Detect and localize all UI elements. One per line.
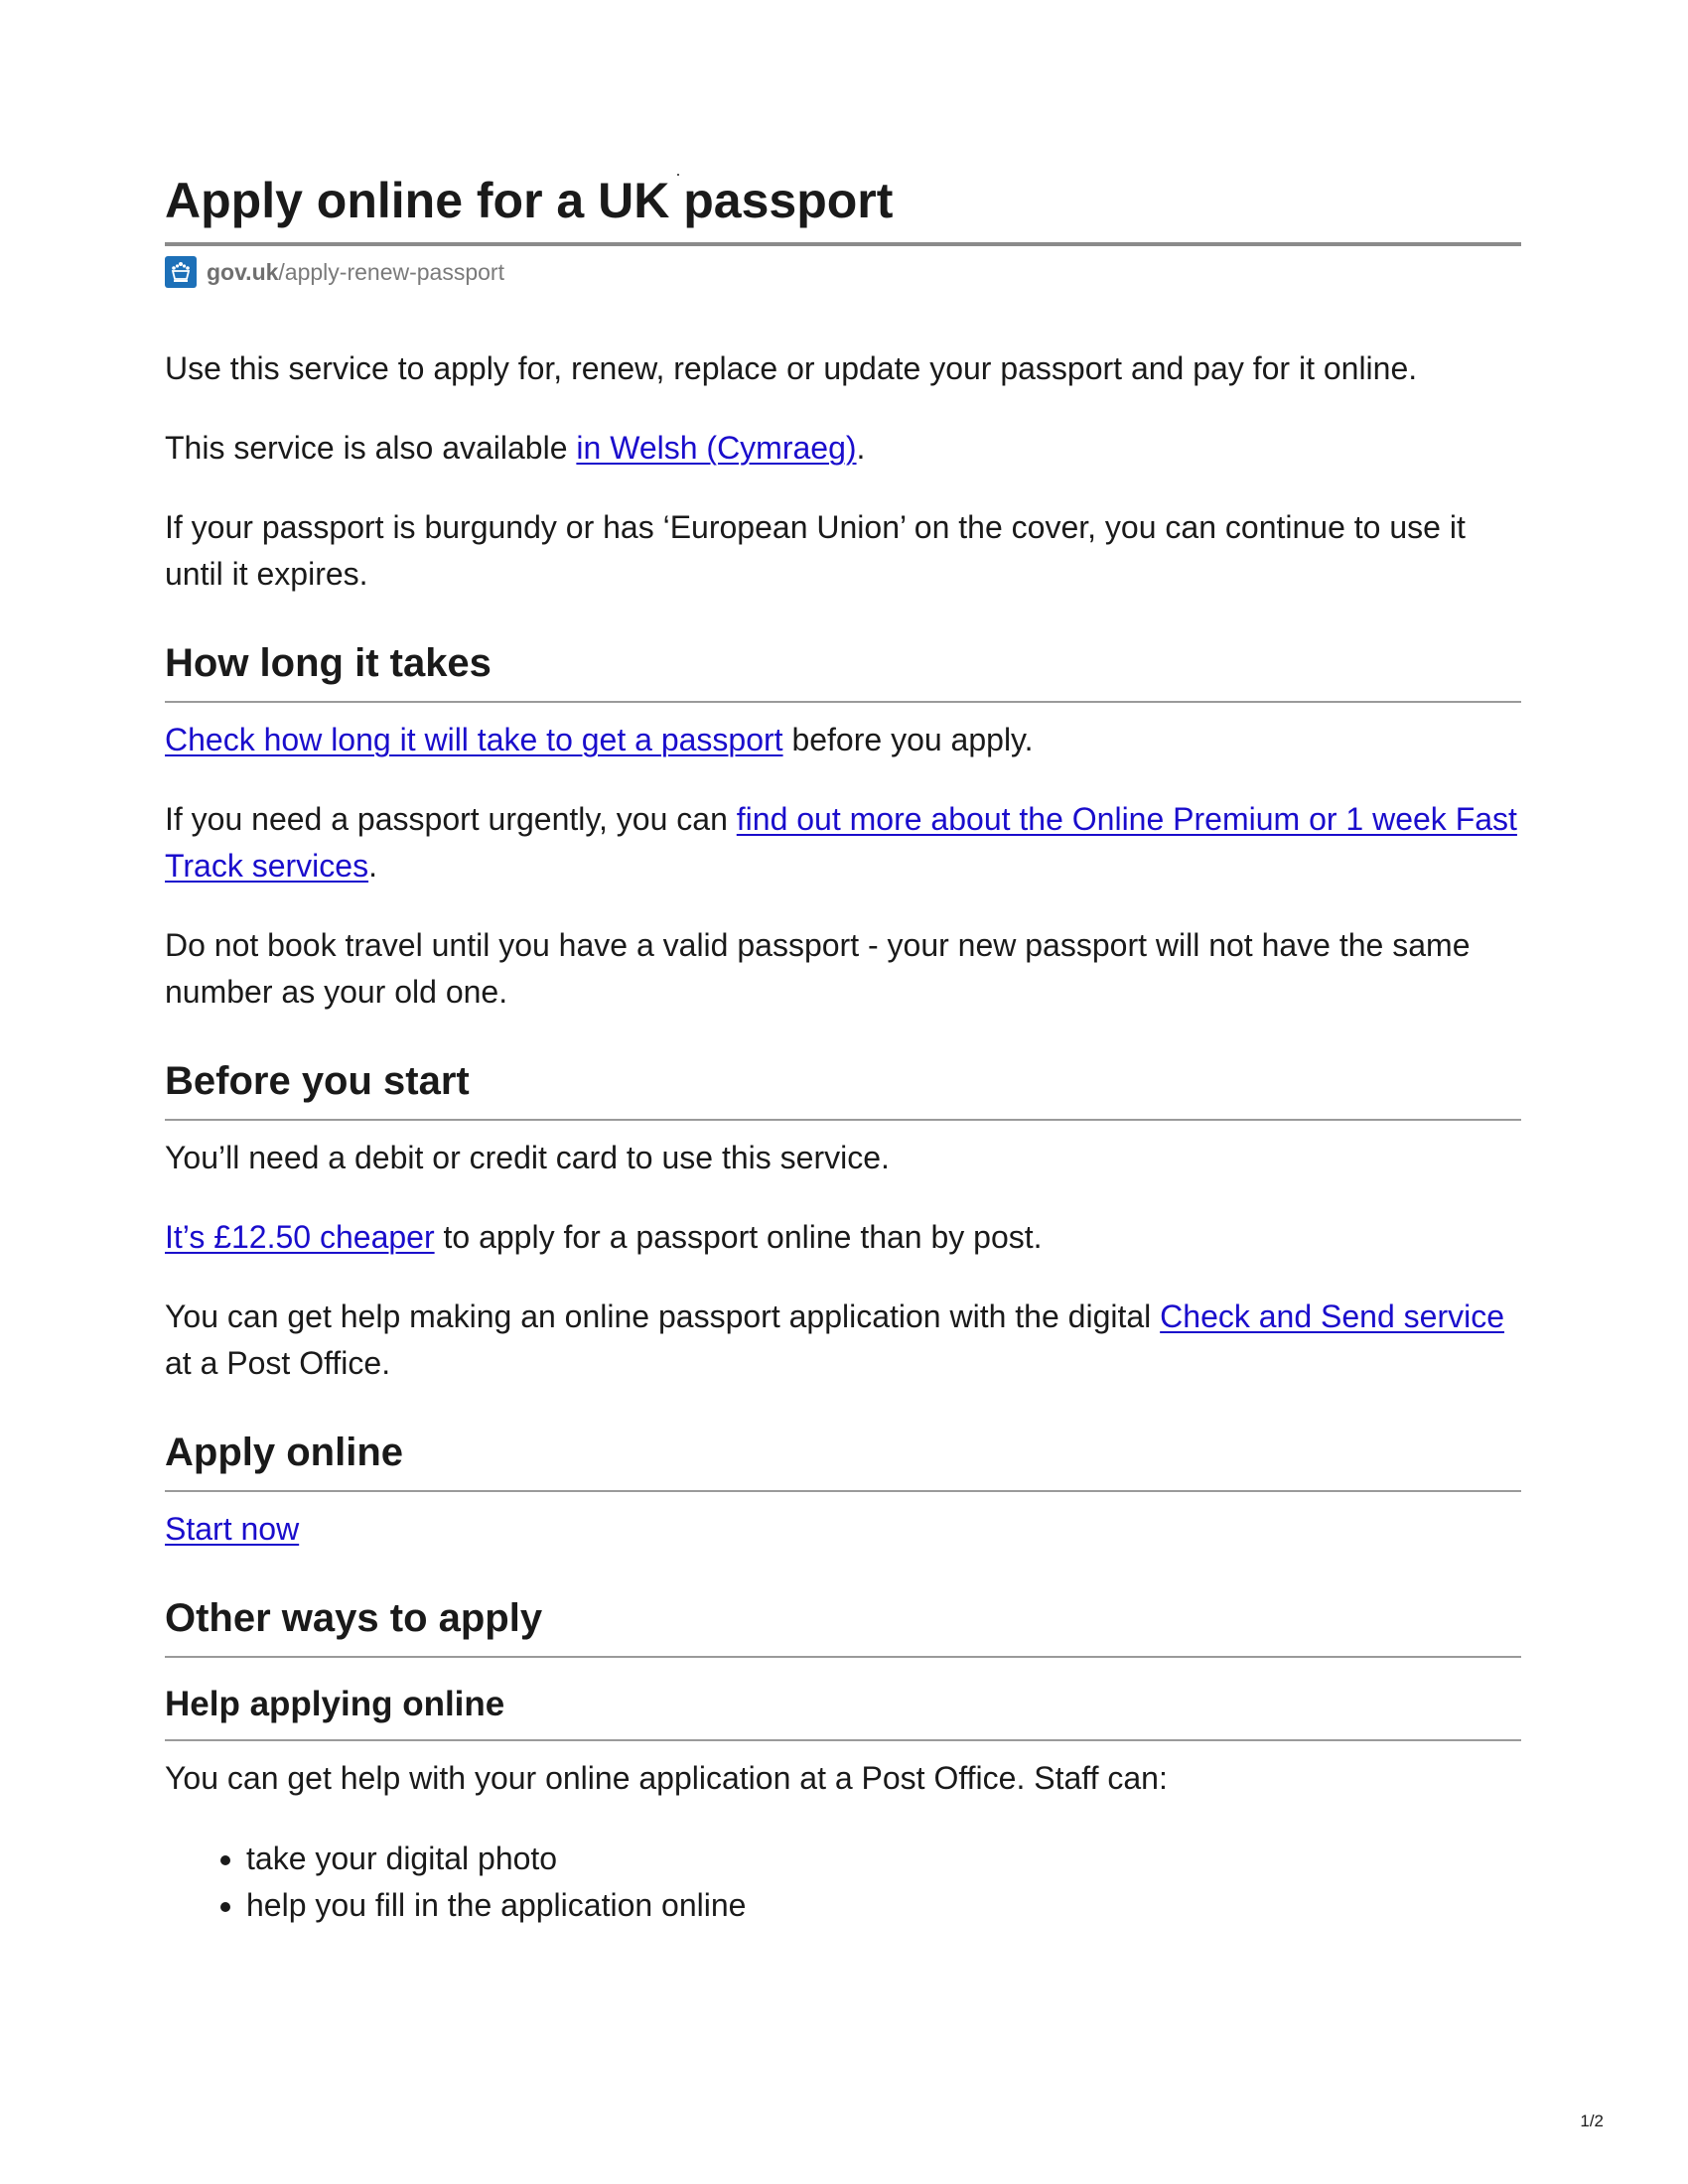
check-time-link[interactable]: Check how long it will take to get a passport xyxy=(165,722,783,757)
section-heading-how-long: How long it takes xyxy=(165,641,492,685)
subsection-divider xyxy=(165,1739,1521,1741)
subheading-help-applying: Help applying online xyxy=(165,1685,505,1723)
start-now-paragraph xyxy=(165,1506,1521,1553)
source-path: /apply-renew-passport xyxy=(278,258,504,285)
source-line xyxy=(165,256,1521,288)
other-ways-paragraph-1: You can get help with your online application at a Post Office. Staff can: xyxy=(165,1760,1168,1796)
before-start-p3-end: at a Post Office. xyxy=(165,1345,391,1381)
cheaper-link[interactable]: It’s £12.50 cheaper xyxy=(165,1219,435,1255)
intro-paragraph-1: Use this service to apply for, renew, replace or update your passport and pay for it online. xyxy=(165,350,1418,386)
section-heading-before-start: Before you start xyxy=(165,1059,470,1103)
how-long-paragraph-2 xyxy=(165,796,1521,889)
document-page xyxy=(165,169,1521,1929)
source-domain: gov.uk xyxy=(207,258,279,285)
intro-p2-end: . xyxy=(856,430,866,466)
section-divider xyxy=(165,701,1521,703)
list-item: • help you fill in the application online xyxy=(246,1882,1521,1929)
title-divider xyxy=(165,242,1521,246)
section-divider xyxy=(165,1119,1521,1121)
section-divider xyxy=(165,1656,1521,1658)
staff-help-list xyxy=(165,1836,1521,1929)
before-start-p2-text: to apply for a passport online than by post. xyxy=(434,1219,1043,1255)
check-and-send-link[interactable]: Check and Send service xyxy=(1160,1298,1505,1334)
how-long-p2-text: If you need a passport urgently, you can xyxy=(165,801,737,837)
fast-track-link[interactable]: find out more about the Online Premium or 1 week Fast Track services xyxy=(165,801,1517,884)
before-start-paragraph-1: You’ll need a debit or credit card to use this service. xyxy=(165,1140,890,1175)
intro-p2-text: This service is also available xyxy=(165,430,577,466)
how-long-p1-text: before you apply. xyxy=(782,722,1034,757)
how-long-p2-end: . xyxy=(368,848,377,884)
intro-paragraph-2 xyxy=(165,425,1521,472)
before-start-p3-text: You can get help making an online passport application with the digital xyxy=(165,1298,1161,1334)
section-heading-apply-online: Apply online xyxy=(165,1431,403,1474)
list-item: • take your digital photo xyxy=(246,1836,1521,1882)
how-long-paragraph-3: Do not book travel until you have a valid passport - your new passport will not have the same number as your old one. xyxy=(165,927,1471,1010)
before-start-paragraph-2 xyxy=(165,1214,1521,1261)
before-start-paragraph-3 xyxy=(165,1294,1521,1387)
start-now-link[interactable]: Start now xyxy=(165,1511,300,1547)
section-divider xyxy=(165,1490,1521,1492)
crown-icon xyxy=(165,256,197,288)
page-number: 1/2 xyxy=(1580,2112,1604,2130)
intro-paragraph-3: If your passport is burgundy or has ‘European Union’ on the cover, you can continue to use it until it expires. xyxy=(165,509,1466,592)
welsh-link[interactable]: in Welsh (Cymraeg) xyxy=(576,430,857,466)
how-long-paragraph-1 xyxy=(165,717,1521,763)
page-title: Apply online for a UK passport xyxy=(165,173,894,228)
section-heading-other-ways: Other ways to apply xyxy=(165,1596,543,1640)
